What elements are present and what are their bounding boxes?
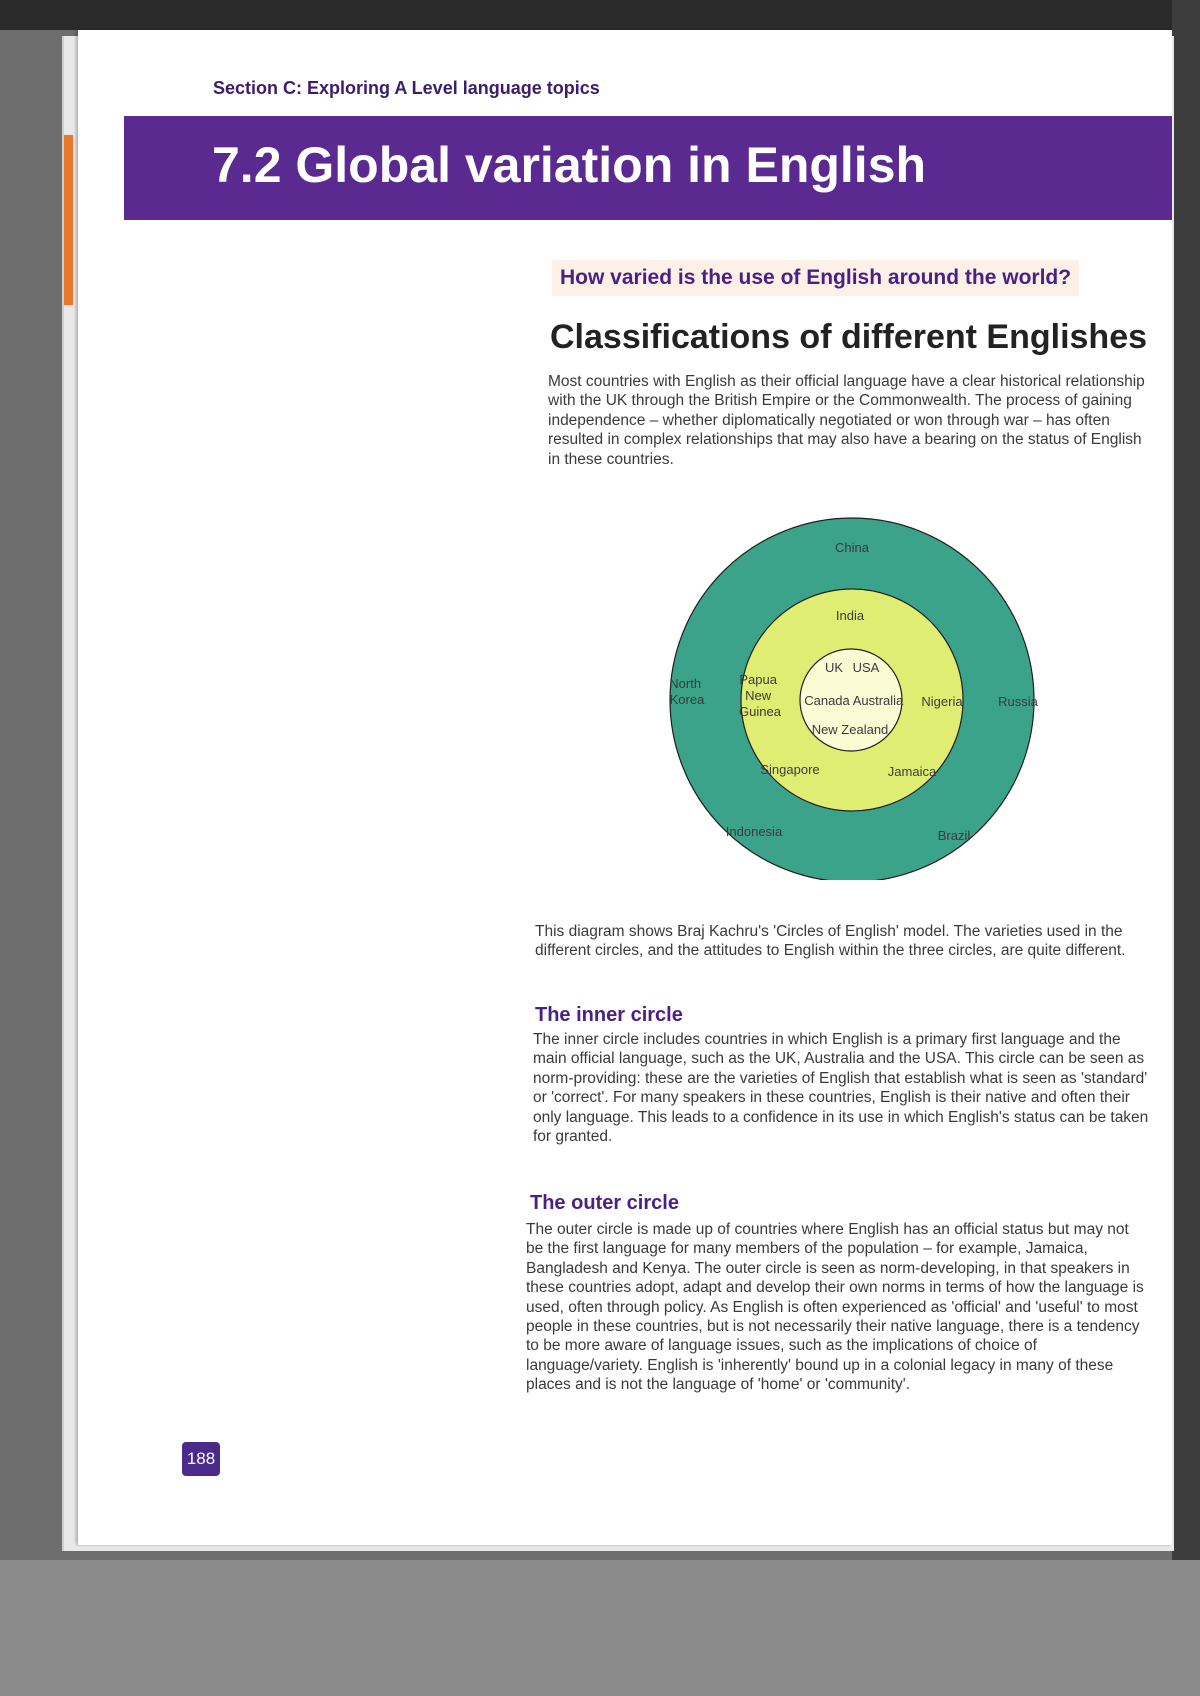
outer-circle-paragraph: The outer circle is made up of countries where English has an official status but may not be the first language for many members of the population – for example, Jamaica, Bangladesh and Kenya. The outer circle is seen as norm-developing, in that speakers in these countries adopt, adapt and develop their own norms in terms of how the language is used, often through policy. As English is often experienced as 'official' and 'useful' to most people in these countries, but is not necessarily their native language, there is a tendency to be more aware of language issues, such as the implications of choice of language/variety. English is 'inherently' bound up in a colonial legacy in many of these places and is not the language of 'home' or 'community'. xyxy=(526,1221,1144,1393)
title-bar xyxy=(124,116,1172,220)
label-north-korea-line-2: Korea xyxy=(669,692,705,707)
section-heading: Classifications of different Englishes xyxy=(550,318,1148,356)
label-nigeria: Nigeria xyxy=(921,694,963,709)
page-number: 188 xyxy=(182,1442,220,1476)
inner-circle-paragraph: The inner circle includes countries in which English is a primary first language and the main official language, such as the UK, Australia and the USA. This circle can be seen as norm-providing: these are the varieties of English that establish what is seen as 'standard' or 'correct'. For many speakers in these countries, English is their native and often their only language. This leads to a confidence in its use in which English's status can be taken for granted. xyxy=(533,1031,1149,1145)
label-uk: UK xyxy=(824,660,844,675)
label-north-korea xyxy=(669,676,705,707)
key-question: How varied is the use of English around the world? xyxy=(552,260,1079,296)
scan-background-bottom xyxy=(0,1560,1200,1696)
diagram-caption: This diagram shows Braj Kachru's 'Circles of English' model. The varieties used in the different circles, and the attitudes to English within the three circles, are quite different. xyxy=(535,923,1126,960)
label-russia: Russia xyxy=(998,694,1038,709)
label-china: China xyxy=(835,540,869,555)
label-north-korea-line-1: North xyxy=(669,676,702,691)
label-australia: Australia xyxy=(852,693,904,708)
label-new-zealand: New Zealand xyxy=(811,722,889,737)
scan-background-right xyxy=(1172,0,1200,1696)
scan-background-top xyxy=(0,0,1200,30)
circles-of-english-diagram xyxy=(652,500,1052,880)
outer-circle-heading: The outer circle xyxy=(530,1192,679,1214)
section-side-tab xyxy=(64,135,73,305)
section-label: Section C: Exploring A Level language topics xyxy=(213,78,600,98)
label-canada: Canada xyxy=(804,693,850,708)
label-papua-new-guinea-line-1: Papua xyxy=(739,672,777,687)
label-brazil: Brazil xyxy=(937,828,971,843)
page-title: 7.2 Global variation in English xyxy=(212,137,927,193)
inner-circle-heading: The inner circle xyxy=(535,1004,683,1026)
label-papua-new-guinea-line-3: Guinea xyxy=(739,704,781,719)
label-indonesia: Indonesia xyxy=(725,824,783,839)
label-singapore: Singapore xyxy=(760,762,820,777)
label-india: India xyxy=(835,608,865,623)
label-usa: USA xyxy=(852,660,880,675)
label-papua-new-guinea-line-2: New xyxy=(745,688,772,703)
label-jamaica: Jamaica xyxy=(887,764,937,779)
intro-paragraph: Most countries with English as their official language have a clear historical relationship with the UK through the British Empire or the Commonwealth. The process of gaining independence – whether diplomatically negotiated or won through war – has often resulted in complex relationships that may also have a bearing on the status of English in these countries. xyxy=(548,373,1145,468)
